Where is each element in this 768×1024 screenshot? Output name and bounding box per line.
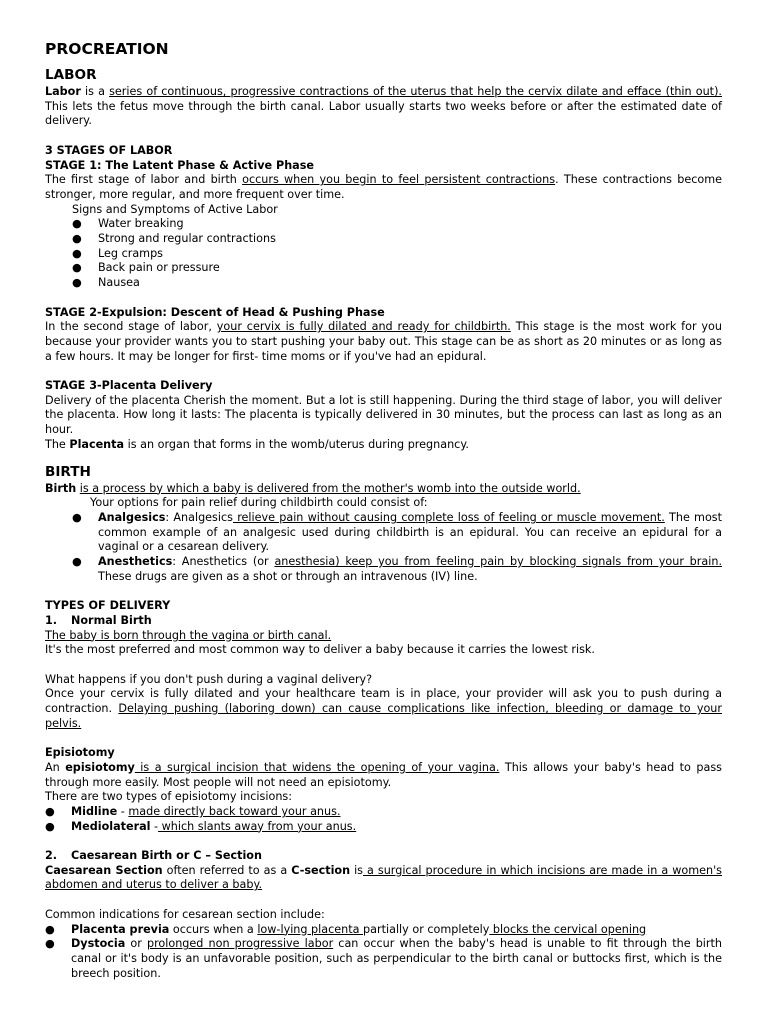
list-item: [45, 276, 722, 291]
document-page: [45, 38, 722, 981]
text-run: can occur when the baby's head is unable to fit through the birth canal or it's body is an unfavorable position, such as perpendicular to the birth canal or buttocks first, which is the breech position.: [71, 937, 722, 980]
bullet-icon: ●: [72, 246, 82, 260]
labor-term: Labor: [45, 85, 81, 98]
underlined-text: is a process by which a baby is delivered from the mother's womb into the outside world.: [79, 481, 581, 495]
text-run: This allows your baby's head to pass through more easily. Most people will not need an episiotomy.: [45, 760, 722, 789]
underlined-text: anesthesia) keep you from feeling pain by blocking signals from your brain.: [274, 555, 722, 569]
item-title: Caesarean Birth or C – Section: [71, 849, 262, 863]
text-run: is a: [80, 85, 110, 98]
list-item: [45, 820, 722, 835]
text-run: Once your cervix is fully dilated and your healthcare team is in place, your provider will ask you to push during a contraction.: [45, 687, 722, 716]
underlined-text: is a surgical incision that widens the opening of your vagina.: [134, 760, 500, 774]
bullet-icon: ●: [45, 937, 55, 951]
bullet-icon: ●: [72, 232, 82, 246]
text-run: These drugs are given as a shot or through an intravenous (IV) line.: [98, 569, 478, 583]
list-item: [45, 247, 722, 262]
list-item: [45, 923, 722, 938]
stage3-heading: STAGE 3-Placenta Delivery: [45, 379, 213, 393]
caesarean-term: Caesarean Section: [45, 863, 163, 877]
underlined-text: series of continuous, progressive contractions of the uterus that help the cervix dilate and efface (thin out).: [109, 85, 722, 98]
text-run: partially or completely: [363, 922, 490, 936]
underlined-text: your cervix is fully dilated and ready for childbirth.: [216, 320, 511, 334]
text-run: The most common example of an analgesic used during childbirth is an epidural. You can receive an epidural for a vaginal or a cesarean delivery.: [98, 510, 722, 554]
normal-birth-text: It's the most preferred and most common way to deliver a baby because it carries the lowest risk.: [45, 643, 595, 657]
placenta-previa-term: Placenta previa: [71, 922, 170, 936]
bullet-icon: ●: [45, 819, 55, 833]
list-item-text: Nausea: [98, 276, 140, 290]
stages-heading: 3 STAGES OF LABOR: [45, 143, 173, 157]
episiotomy-definition: [45, 761, 722, 790]
bullet-icon: ●: [72, 217, 82, 231]
dystocia-term: Dystocia: [71, 937, 126, 951]
pain-relief-list: [45, 511, 722, 585]
bullet-icon: ●: [72, 510, 82, 524]
text-run: This stage is the most work for you because your provider wants you to start pushing your baby out. This stage can be as short as 20 minutes or as long as a few hours. It may be longer for first- time moms or if you've had an epidural.: [45, 320, 722, 363]
list-item: [45, 511, 722, 555]
placenta-definition: [45, 438, 722, 453]
text-run: -: [117, 804, 129, 818]
list-item-text: Leg cramps: [98, 246, 164, 260]
text-run: or: [125, 937, 147, 951]
text-run: This lets the fetus move through the birth canal. Labor usually starts two weeks before or after the estimated date of delivery.: [45, 99, 722, 128]
placenta-term: Placenta: [69, 437, 125, 451]
signs-label: Signs and Symptoms of Active Labor: [72, 202, 278, 216]
analgesics-term: Analgesics: [98, 510, 166, 524]
text-run: is an organ that forms in the womb/uterus during pregnancy.: [124, 437, 469, 451]
underlined-text: low-lying placenta: [257, 922, 364, 936]
text-run: -: [150, 819, 159, 833]
underlined-text: made directly back toward your anus.: [128, 804, 341, 818]
list-item: [45, 937, 722, 981]
midline-term: Midline: [71, 804, 118, 818]
birth-term: Birth: [45, 481, 77, 495]
birth-heading: BIRTH: [45, 463, 91, 480]
text-run: . These contractions become stronger, more regular, and more frequent over time.: [45, 173, 723, 201]
bullet-icon: ●: [72, 276, 82, 290]
list-item-text: Strong and regular contractions: [98, 232, 276, 246]
text-run: An: [45, 760, 66, 774]
item-number: 2.: [45, 849, 58, 863]
underlined-text: blocks the cervical opening: [489, 922, 647, 936]
text-run: often referred to as a: [162, 863, 292, 877]
labor-heading: LABOR: [45, 67, 97, 83]
pain-relief-label: Your options for pain relief during childbirth could consist of:: [90, 496, 428, 510]
list-item: [45, 217, 722, 232]
caesarean-definition: [45, 864, 722, 893]
text-run: occurs when a: [169, 922, 258, 936]
stage2-text: [45, 320, 722, 364]
text-run: : Analgesics: [165, 510, 233, 524]
list-item: [45, 261, 722, 276]
text-run: In the second stage of labor,: [45, 320, 217, 334]
stage2-heading: STAGE 2-Expulsion: Descent of Head & Pushing Phase: [45, 305, 385, 319]
episiotomy-types-list: [45, 805, 722, 834]
item-title: Normal Birth: [71, 613, 152, 627]
list-item: [45, 232, 722, 247]
indications-list: [45, 923, 722, 982]
underlined-text: The baby is born through the vagina or birth canal.: [45, 628, 332, 642]
text-run: is: [350, 863, 364, 877]
caesarean-heading: [45, 849, 722, 864]
episiotomy-heading: Episiotomy: [45, 746, 115, 760]
indications-label: Common indications for cesarean section include:: [45, 907, 325, 921]
underlined-text: a surgical procedure in which incisions are made in a women's abdomen and uterus to deliver a baby.: [45, 863, 723, 892]
push-answer: [45, 687, 722, 731]
bullet-icon: ●: [72, 555, 82, 569]
list-item-text: Back pain or pressure: [98, 261, 220, 275]
underlined-text: which slants away from your anus.: [158, 819, 357, 833]
stage3-text: Delivery of the placenta Cherish the moment. But a lot is still happening. During the third stage of labor, you will deliver the placenta. How long it lasts: The placenta is typically delivered in 30 minutes, but the process can last as long as an hour.: [45, 393, 722, 437]
normal-birth-heading: [45, 614, 722, 629]
stage1-heading: STAGE 1: The Latent Phase & Active Phase: [45, 158, 314, 172]
text-run: : Anesthetics (or: [172, 555, 275, 569]
mediolateral-term: Mediolateral: [71, 819, 151, 833]
document-title: PROCREATION: [45, 40, 169, 58]
bullet-icon: ●: [72, 261, 82, 275]
underlined-text: occurs when you begin to feel persistent contractions: [242, 173, 556, 187]
stage1-text: [45, 173, 722, 202]
push-question: What happens if you don't push during a vaginal delivery?: [45, 672, 373, 686]
signs-list: [45, 217, 722, 291]
list-item: [45, 555, 722, 584]
list-item: [45, 805, 722, 820]
anesthetics-term: Anesthetics: [98, 555, 173, 569]
normal-birth-definition: [45, 629, 722, 644]
underlined-text: Delaying pushing (laboring down) can cause complications like infection, bleeding or damage to your pelvis.: [45, 702, 723, 730]
underlined-text: relieve pain without causing complete loss of feeling or muscle movement.: [232, 510, 665, 524]
text-run: The first stage of labor and birth: [45, 173, 243, 187]
birth-definition: [45, 482, 722, 497]
bullet-icon: ●: [45, 804, 55, 818]
episiotomy-types-label: There are two types of episiotomy incisions:: [45, 790, 293, 804]
c-section-term: C-section: [291, 863, 351, 877]
bullet-icon: ●: [45, 922, 55, 936]
item-number: 1.: [45, 613, 58, 627]
delivery-types-heading: TYPES OF DELIVERY: [45, 599, 171, 613]
text-run: The: [45, 437, 70, 451]
labor-definition: [45, 85, 722, 129]
episiotomy-term: episiotomy: [65, 760, 135, 774]
underlined-text: prolonged non progressive labor: [146, 937, 334, 951]
list-item-text: Water breaking: [98, 217, 184, 231]
